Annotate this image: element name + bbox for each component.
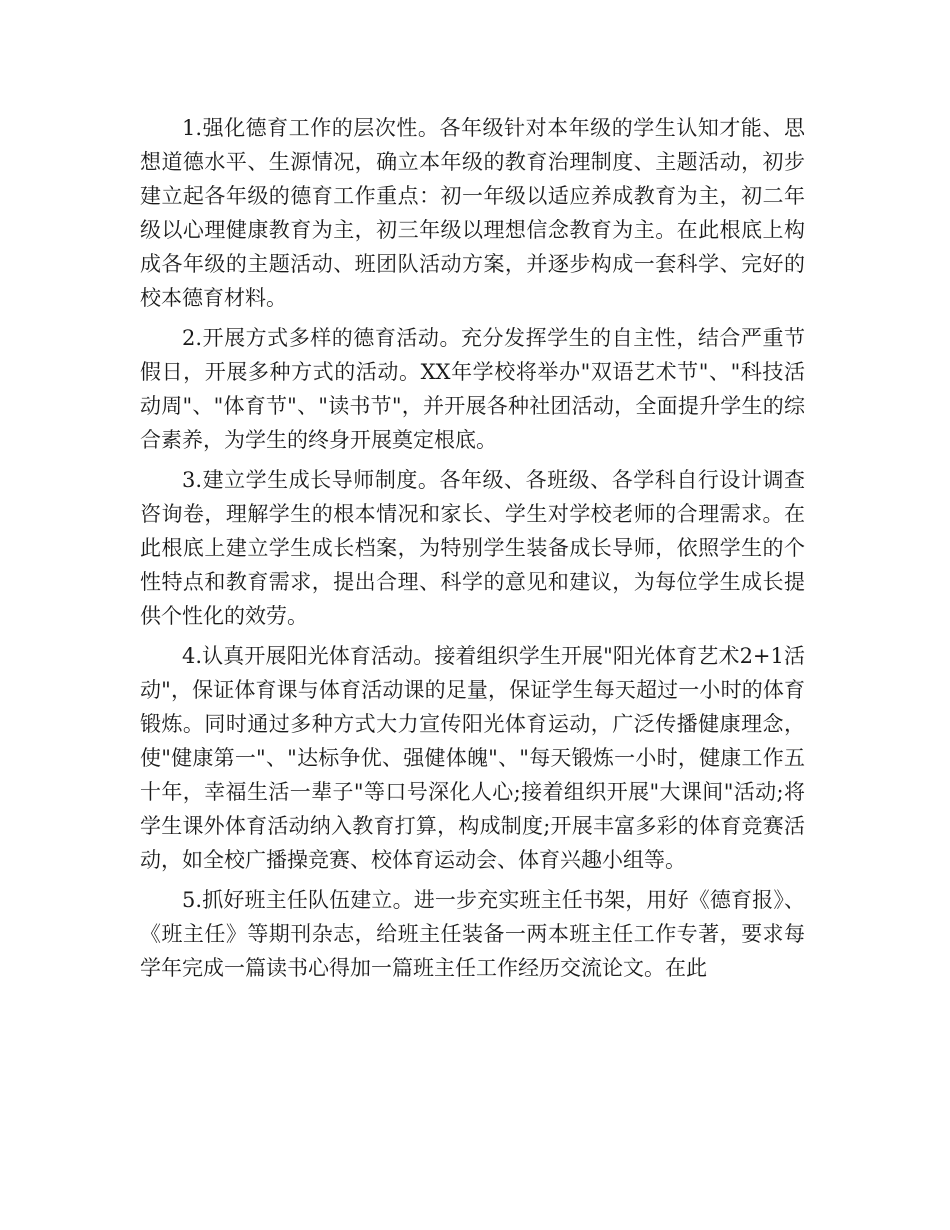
paragraph-2: 2.开展方式多样的德育活动。充分发挥学生的自主性，结合严重节假日，开展多种方式的活动。XX年学校将举办"双语艺术节"、"科技活动周"、"体育节"、"读书节"，并开展各种社团活动，全面提升学生的综合素养，为学生的终身开展奠定根底。 xyxy=(140,326,805,452)
document-body xyxy=(140,111,805,991)
paragraph-5: 5.抓好班主任队伍建立。进一步充实班主任书架，用好《德育报》、《班主任》等期刊杂志，给班主任装备一两本班主任工作专著，要求每学年完成一篇读书心得加一篇班主任工作经历交流论文。在此 xyxy=(140,888,805,980)
paragraph-4: 4.认真开展阳光体育活动。接着组织学生开展"阳光体育艺术2+1活动"，保证体育课与体育活动课的足量，保证学生每天超过一小时的体育锻炼。同时通过多种方式大力宣传阳光体育运动，广泛传播健康理念，使"健康第一"、"达标争优、强健体魄"、"每天锻炼一小时，健康工作五十年，幸福生活一辈子"等口号深化人心;接着组织开展"大课间"活动;将学生课外体育活动纳入教育打算，构成制度;开展丰富多彩的体育竞赛活动，如全校广播操竞赛、校体育运动会、体育兴趣小组等。 xyxy=(140,644,805,872)
paragraph-3: 3.建立学生成长导师制度。各年级、各班级、各学科自行设计调查咨询卷，理解学生的根本情况和家长、学生对学校老师的合理需求。在此根底上建立学生成长档案，为特别学生装备成长导师，依照学生的个性特点和教育需求，提出合理、科学的意见和建议，为每位学生成长提供个性化的效劳。 xyxy=(140,468,805,628)
paragraph-1: 1.强化德育工作的层次性。各年级针对本年级的学生认知才能、思想道德水平、生源情况，确立本年级的教育治理制度、主题活动，初步建立起各年级的德育工作重点：初一年级以适应养成教育为主，初二年级以心理健康教育为主，初三年级以理想信念教育为主。在此根底上构成各年级的主题活动、班团队活动方案，并逐步构成一套科学、完好的校本德育材料。 xyxy=(140,116,805,310)
